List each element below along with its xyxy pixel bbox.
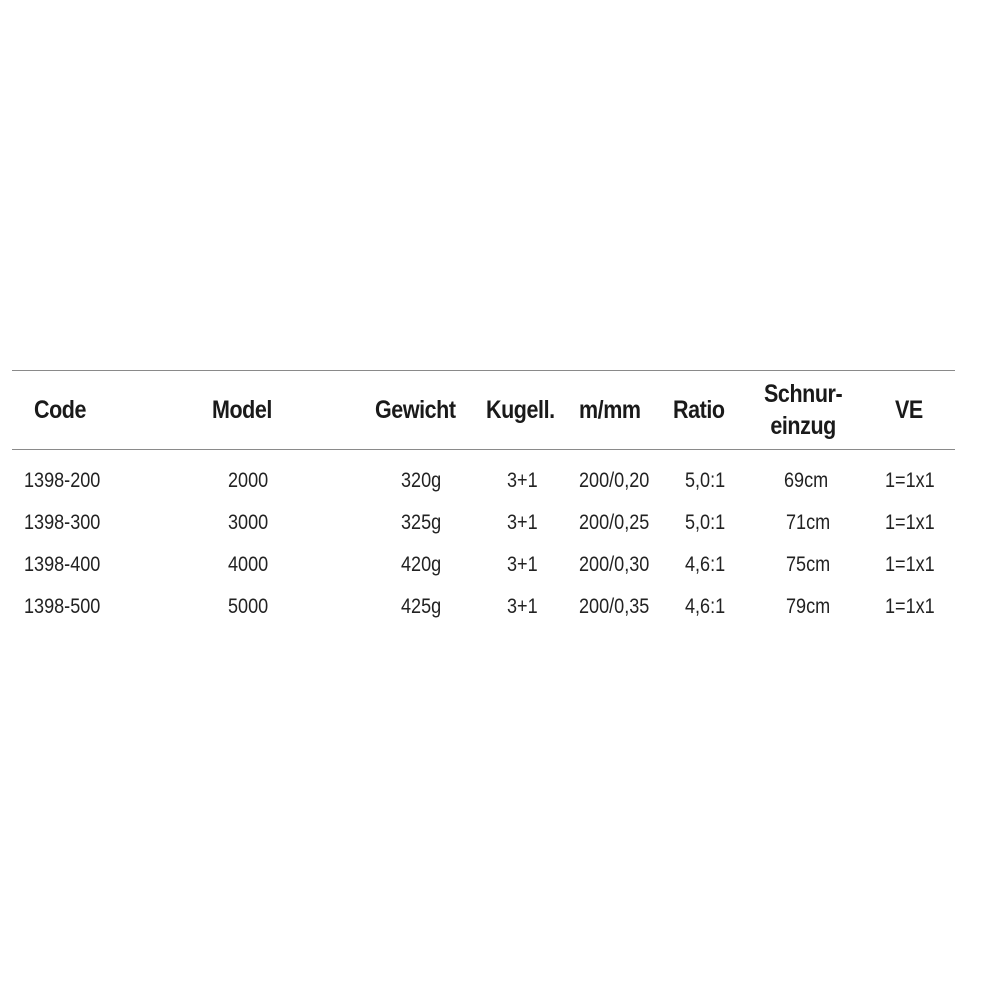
cell-m-mm: 200/0,35 (579, 595, 650, 618)
table-row (12, 502, 955, 544)
cell-ve: 1=1x1 (885, 595, 935, 618)
cell-model: 4000 (228, 553, 269, 576)
cell-ratio: 4,6:1 (685, 595, 726, 618)
header-code: Code (34, 395, 87, 424)
cell-schnureinzug: 69cm (784, 469, 829, 492)
header-m-mm: m/mm (579, 395, 641, 424)
cell-m-mm: 200/0,30 (579, 553, 650, 576)
header-schnureinzug-line2: einzug (770, 412, 836, 440)
cell-ve: 1=1x1 (885, 553, 935, 576)
cell-gewicht: 320g (401, 469, 442, 492)
cell-ratio: 4,6:1 (685, 553, 726, 576)
cell-ratio: 5,0:1 (685, 511, 726, 534)
table-row (12, 460, 955, 502)
cell-schnureinzug: 75cm (786, 553, 831, 576)
table-row (12, 544, 955, 586)
header-kugell: Kugell. (486, 395, 555, 424)
cell-kugell: 3+1 (507, 511, 538, 534)
cell-kugell: 3+1 (507, 553, 538, 576)
cell-ve: 1=1x1 (885, 511, 935, 534)
cell-gewicht: 325g (401, 511, 442, 534)
header-schnureinzug-line1: Schnur- (764, 380, 843, 408)
table-body (12, 450, 955, 640)
header-schnureinzug (764, 371, 842, 449)
cell-ve: 1=1x1 (885, 469, 935, 492)
cell-m-mm: 200/0,20 (579, 469, 650, 492)
cell-gewicht: 425g (401, 595, 442, 618)
cell-kugell: 3+1 (507, 469, 538, 492)
cell-code: 1398-300 (24, 511, 101, 534)
cell-ratio: 5,0:1 (685, 469, 726, 492)
header-gewicht: Gewicht (375, 395, 456, 424)
cell-schnureinzug: 79cm (786, 595, 831, 618)
cell-code: 1398-500 (24, 595, 101, 618)
cell-code: 1398-400 (24, 553, 101, 576)
cell-code: 1398-200 (24, 469, 101, 492)
cell-schnureinzug: 71cm (786, 511, 831, 534)
cell-model: 5000 (228, 595, 269, 618)
header-ratio: Ratio (673, 395, 725, 424)
cell-gewicht: 420g (401, 553, 442, 576)
cell-model: 2000 (228, 469, 269, 492)
spec-table (12, 370, 955, 640)
table-row (12, 586, 955, 628)
cell-kugell: 3+1 (507, 595, 538, 618)
cell-m-mm: 200/0,25 (579, 511, 650, 534)
header-row (12, 371, 955, 449)
header-model: Model (212, 395, 272, 424)
cell-model: 3000 (228, 511, 269, 534)
header-ve: VE (895, 395, 923, 424)
